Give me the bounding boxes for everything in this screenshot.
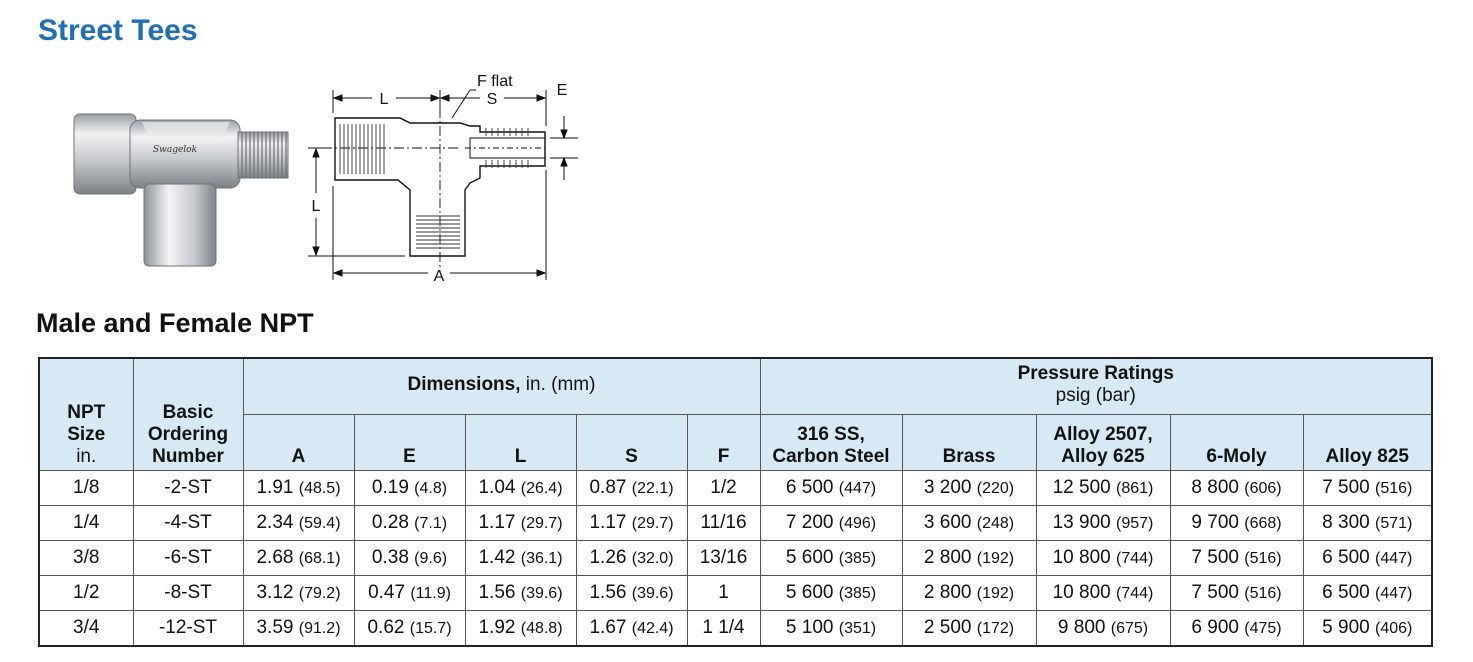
cell-dim-S: 1.56 (39.6) xyxy=(576,575,687,610)
brand-mark: Swagelok xyxy=(152,145,198,155)
cell-npt-size: 1/2 xyxy=(39,575,133,610)
cell-dim-A: 2.34 (59.4) xyxy=(243,505,354,540)
cell-pressure-brass: 2 500 (172) xyxy=(902,610,1036,646)
page-title: Street Tees xyxy=(38,14,198,47)
cell-dim-E: 0.62 (15.7) xyxy=(354,610,465,646)
cell-dim-E: 0.28 (7.1) xyxy=(354,505,465,540)
cell-pressure-moly: 6 900 (475) xyxy=(1170,610,1303,646)
male-thread xyxy=(238,132,288,178)
cell-pressure-ss: 7 200 (496) xyxy=(760,505,902,540)
cell-ordering-number: -4-ST xyxy=(133,505,243,540)
dimensions-table xyxy=(38,357,1433,647)
dim-label-L-top: L xyxy=(379,91,389,108)
cell-pressure-a2507: 10 800 (744) xyxy=(1036,540,1170,575)
cell-dim-F: 1 1/4 xyxy=(687,610,760,646)
header-col-6moly: 6-Moly xyxy=(1170,414,1303,470)
cell-dim-L: 1.56 (39.6) xyxy=(465,575,576,610)
cell-ordering-number: -12-ST xyxy=(133,610,243,646)
header-pressure-ratings: Pressure Ratings psig (bar) xyxy=(760,358,1432,414)
cell-npt-size: 3/4 xyxy=(39,610,133,646)
cell-dim-F: 11/16 xyxy=(687,505,760,540)
cell-dim-E: 0.38 (9.6) xyxy=(354,540,465,575)
dim-label-A: A xyxy=(433,268,445,285)
cell-npt-size: 1/8 xyxy=(39,470,133,505)
header-col-S: S xyxy=(576,414,687,470)
cell-pressure-brass: 3 200 (220) xyxy=(902,470,1036,505)
cell-pressure-a825: 5 900 (406) xyxy=(1303,610,1432,646)
cell-ordering-number: -6-ST xyxy=(133,540,243,575)
table-row xyxy=(39,540,1432,575)
cell-dim-E: 0.19 (4.8) xyxy=(354,470,465,505)
cell-pressure-moly: 8 800 (606) xyxy=(1170,470,1303,505)
cell-npt-size: 3/8 xyxy=(39,540,133,575)
dim-label-F-flat: F flat xyxy=(477,73,513,90)
cell-dim-L: 1.92 (48.8) xyxy=(465,610,576,646)
header-col-alloy825: Alloy 825 xyxy=(1303,414,1432,470)
header-col-F: F xyxy=(687,414,760,470)
cell-pressure-a2507: 10 800 (744) xyxy=(1036,575,1170,610)
cell-dim-L: 1.17 (29.7) xyxy=(465,505,576,540)
table-row xyxy=(39,575,1432,610)
cell-dim-A: 3.59 (91.2) xyxy=(243,610,354,646)
header-col-316ss: 316 SS, Carbon Steel xyxy=(760,414,902,470)
cell-pressure-brass: 3 600 (248) xyxy=(902,505,1036,540)
cell-dim-A: 1.91 (48.5) xyxy=(243,470,354,505)
dim-label-S: S xyxy=(486,91,498,108)
header-col-L: L xyxy=(465,414,576,470)
cell-dim-F: 13/16 xyxy=(687,540,760,575)
cell-pressure-a2507: 13 900 (957) xyxy=(1036,505,1170,540)
cell-dim-F: 1 xyxy=(687,575,760,610)
header-npt-size: NPT Size in. xyxy=(39,358,133,470)
cell-pressure-brass: 2 800 (192) xyxy=(902,575,1036,610)
cell-dim-L: 1.04 (26.4) xyxy=(465,470,576,505)
cell-dim-E: 0.47 (11.9) xyxy=(354,575,465,610)
cell-pressure-a2507: 12 500 (861) xyxy=(1036,470,1170,505)
table-row xyxy=(39,505,1432,540)
cell-pressure-moly: 7 500 (516) xyxy=(1170,540,1303,575)
cell-ordering-number: -2-ST xyxy=(133,470,243,505)
cell-dim-S: 1.26 (32.0) xyxy=(576,540,687,575)
cell-pressure-ss: 5 600 (385) xyxy=(760,575,902,610)
header-ordering-number: Basic Ordering Number xyxy=(133,358,243,470)
cell-pressure-ss: 5 600 (385) xyxy=(760,540,902,575)
header-col-A: A xyxy=(243,414,354,470)
header-dimensions: Dimensions, in. (mm) xyxy=(243,358,760,414)
section-title: Male and Female NPT xyxy=(36,308,314,338)
cell-pressure-ss: 5 100 (351) xyxy=(760,610,902,646)
left-thread-hatch xyxy=(340,124,384,174)
table-row xyxy=(39,470,1432,505)
cell-pressure-a2507: 9 800 (675) xyxy=(1036,610,1170,646)
street-tee-photo xyxy=(62,100,302,275)
cell-pressure-brass: 2 800 (192) xyxy=(902,540,1036,575)
cell-dim-L: 1.42 (36.1) xyxy=(465,540,576,575)
cell-dim-S: 1.67 (42.4) xyxy=(576,610,687,646)
cell-pressure-a825: 6 500 (447) xyxy=(1303,540,1432,575)
dimension-drawing xyxy=(300,68,590,290)
cell-pressure-a825: 6 500 (447) xyxy=(1303,575,1432,610)
cell-dim-A: 3.12 (79.2) xyxy=(243,575,354,610)
cell-dim-S: 1.17 (29.7) xyxy=(576,505,687,540)
cell-ordering-number: -8-ST xyxy=(133,575,243,610)
cell-pressure-a825: 8 300 (571) xyxy=(1303,505,1432,540)
cell-pressure-moly: 7 500 (516) xyxy=(1170,575,1303,610)
cell-pressure-ss: 6 500 (447) xyxy=(760,470,902,505)
cell-pressure-a825: 7 500 (516) xyxy=(1303,470,1432,505)
cell-dim-A: 2.68 (68.1) xyxy=(243,540,354,575)
dim-label-E: E xyxy=(556,82,568,99)
bottom-thread-hatch xyxy=(416,216,460,248)
cell-npt-size: 1/4 xyxy=(39,505,133,540)
dim-label-L-side: L xyxy=(311,198,321,215)
table-row xyxy=(39,610,1432,646)
header-col-alloy2507: Alloy 2507, Alloy 625 xyxy=(1036,414,1170,470)
cell-dim-F: 1/2 xyxy=(687,470,760,505)
header-col-E: E xyxy=(354,414,465,470)
cell-pressure-moly: 9 700 (668) xyxy=(1170,505,1303,540)
header-col-brass: Brass xyxy=(902,414,1036,470)
cell-dim-S: 0.87 (22.1) xyxy=(576,470,687,505)
